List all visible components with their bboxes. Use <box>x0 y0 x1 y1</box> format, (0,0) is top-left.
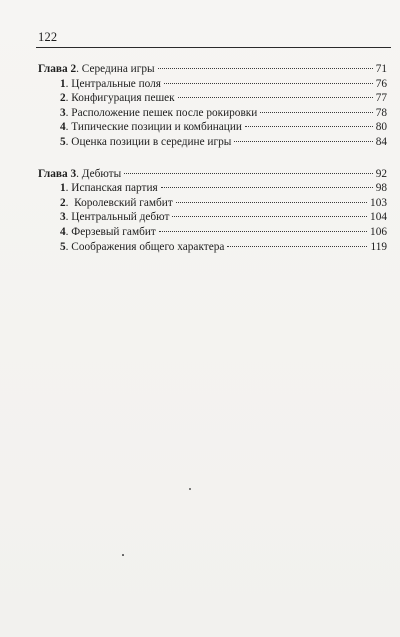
toc-page-number: 106 <box>370 225 387 238</box>
section-number: 3 <box>60 211 66 224</box>
dot-leader <box>245 126 373 127</box>
toc-page-number: 92 <box>375 167 387 180</box>
toc-chapter-2 <box>38 62 387 150</box>
section-number: 1 <box>60 182 66 195</box>
toc-page-number: 98 <box>375 182 387 195</box>
section-title: . Ферзевый гамбит <box>65 225 156 238</box>
section-title: . Типические позиции и комбинации <box>65 121 242 134</box>
toc-page-number: 104 <box>370 211 387 224</box>
toc-entry-label <box>60 106 257 121</box>
section-number: 5 <box>60 135 66 148</box>
toc-page-number: 76 <box>375 77 387 90</box>
section-number: 3 <box>60 106 66 119</box>
section-number: 2 <box>60 92 66 105</box>
table-of-contents <box>38 62 387 254</box>
dot-leader <box>260 112 372 113</box>
dot-leader <box>161 187 373 188</box>
toc-entry-label <box>38 62 155 77</box>
chapter-title: . Дебюты <box>76 167 122 180</box>
toc-entry-label <box>60 91 175 106</box>
chapter-number: Глава 2 <box>38 63 77 75</box>
toc-section-row <box>38 77 387 92</box>
toc-section-row <box>38 210 387 225</box>
section-title: . Соображения общего характера <box>65 240 225 253</box>
section-title: . Центральный дебют <box>65 211 170 224</box>
paper-speck <box>189 488 191 490</box>
toc-entry-label <box>60 77 161 92</box>
toc-entry-label <box>60 210 169 225</box>
dot-leader <box>176 202 367 203</box>
section-number: 2 <box>60 196 66 209</box>
toc-page-number: 103 <box>370 196 387 209</box>
section-number: 5 <box>60 240 66 253</box>
toc-page-number: 71 <box>375 63 387 75</box>
dot-leader <box>159 231 367 232</box>
toc-page-number: 84 <box>375 135 387 148</box>
paper-speck <box>122 554 124 556</box>
dot-leader <box>164 83 373 84</box>
dot-leader <box>172 216 367 217</box>
toc-section-row <box>38 120 387 135</box>
chapter-title: . Середина игры <box>76 63 155 75</box>
toc-section-row <box>38 106 387 121</box>
dot-leader <box>178 97 373 98</box>
toc-entry-label <box>60 240 224 255</box>
dot-leader <box>234 141 372 142</box>
section-number: 4 <box>60 225 66 238</box>
toc-section-row <box>38 135 387 150</box>
dot-leader <box>158 68 373 69</box>
toc-section-row <box>38 196 387 211</box>
toc-entry-label <box>60 135 231 150</box>
section-title: . Расположение пешек после рокировки <box>65 106 258 119</box>
section-title: . Королевский гамбит <box>65 196 173 209</box>
toc-page-number: 78 <box>375 106 387 119</box>
section-title: . Оценка позиции в середине игры <box>65 135 232 148</box>
page-number: 122 <box>38 30 58 44</box>
toc-entry-label <box>60 196 173 211</box>
header-rule <box>36 47 391 48</box>
dot-leader <box>227 246 367 247</box>
toc-section-row <box>38 181 387 196</box>
toc-entry-label <box>60 120 242 135</box>
section-number: 4 <box>60 121 66 134</box>
section-title: . Испанская партия <box>65 182 158 195</box>
chapter-number: Глава 3 <box>38 167 77 180</box>
toc-section-row <box>38 225 387 240</box>
toc-page-number: 77 <box>375 92 387 105</box>
toc-entry-label <box>60 181 158 196</box>
toc-section-row <box>38 91 387 106</box>
toc-entry-label <box>60 225 156 240</box>
toc-page-number: 80 <box>375 121 387 134</box>
toc-chapter-heading <box>38 62 387 77</box>
toc-entry-label <box>38 167 121 182</box>
section-title: . Центральные поля <box>65 77 162 90</box>
toc-section-row <box>38 240 387 255</box>
section-number: 1 <box>60 77 66 90</box>
toc-page-number: 119 <box>370 240 387 253</box>
dot-leader <box>124 173 373 174</box>
section-title: . Конфигурация пешек <box>65 92 175 105</box>
toc-chapter-heading <box>38 167 387 182</box>
toc-chapter-3 <box>38 167 387 255</box>
